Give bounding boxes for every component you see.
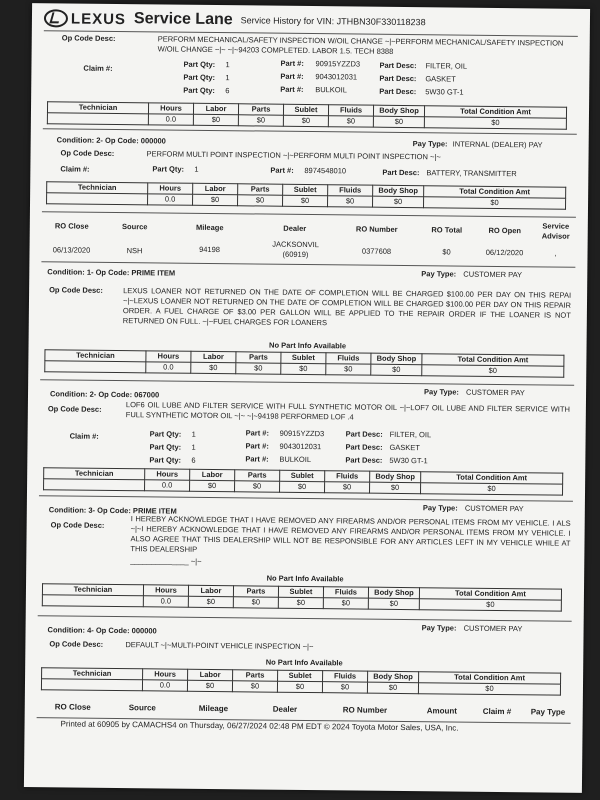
part-qty: 1 [194, 164, 199, 174]
part-no: 9043012031 [315, 72, 358, 82]
footer-pay-type: Pay Type [530, 707, 566, 717]
col-hours: Hours [148, 103, 193, 114]
part-desc-label: Part Desc: [345, 442, 383, 452]
cell: $0 [370, 482, 421, 494]
col-hours: Hours [143, 669, 188, 680]
pay-type: CUSTOMER PAY [464, 503, 524, 514]
cell [44, 479, 145, 491]
col-labor: Labor [188, 669, 233, 680]
col-fluids: Fluids [323, 587, 368, 598]
source-value: NSH [126, 246, 143, 256]
col-labor: Labor [193, 103, 238, 114]
condition-label: Condition: 3- Op Code: PRIME ITEM [48, 505, 177, 516]
col-technician: Technician [45, 350, 146, 362]
charges-table [44, 349, 564, 377]
part-desc-label: Part Desc: [379, 86, 417, 97]
part-no-label: Part #: [280, 58, 304, 68]
col-body-shop: Body Shop [368, 587, 419, 599]
cell: $0 [371, 364, 422, 376]
cell: $0 [367, 682, 418, 694]
part-desc: 5W30 GT-1 [389, 455, 428, 466]
footer-mileage: Mileage [198, 703, 229, 714]
ro-value-row [42, 239, 576, 260]
part-desc-label: Part Desc: [379, 73, 417, 84]
source-header: Source [122, 222, 148, 232]
col-total: Total Condition Amt [424, 106, 566, 118]
part-no: 90915YZZD3 [315, 59, 361, 69]
col-parts: Parts [233, 670, 278, 681]
col-labor: Labor [191, 351, 236, 362]
col-fluids: Fluids [323, 671, 368, 682]
part-qty-label: Part Qty: [149, 442, 182, 452]
part-qty: 1 [225, 73, 230, 83]
cell: $0 [424, 117, 566, 129]
cell: 0.0 [142, 680, 187, 691]
cell: 0.0 [146, 362, 191, 373]
part-desc: FILTER, OIL [425, 61, 468, 71]
op-code-desc: DEFAULT ~|~MULTI-POINT VEHICLE INSPECTION ~|~ [125, 640, 314, 652]
pay-type-label: Pay Type: [421, 269, 457, 279]
condition-3 [38, 499, 573, 617]
cell: $0 [238, 115, 283, 126]
cell: $0 [277, 681, 322, 692]
part-desc-label: Part Desc: [382, 167, 420, 178]
ro-close-header: RO Close [54, 221, 89, 231]
cell: $0 [422, 365, 564, 377]
cell: $0 [323, 598, 368, 609]
col-parts: Parts [238, 104, 283, 115]
charges-table [47, 101, 567, 129]
service-advisor-header: Service Advisor [541, 221, 570, 241]
pay-type-label: Pay Type: [422, 503, 458, 513]
cell: $0 [187, 680, 232, 691]
col-labor: Labor [190, 469, 235, 480]
printed-by-line: Printed at 60905 by CAMACHS4 on Thursday, 06/27/2024 02:48 PM EDT © 2024 Toyota Motor Sales, USA, Inc. [60, 719, 459, 733]
part-no: BULKOIL [315, 85, 347, 95]
col-hours: Hours [143, 585, 188, 596]
cell: 0.0 [143, 596, 188, 607]
col-technician: Technician [42, 668, 143, 680]
ro-total-header: RO Total [431, 225, 463, 235]
part-qty-label: Part Qty: [183, 59, 216, 70]
block2 [43, 133, 577, 207]
charges-table [46, 181, 566, 209]
part-no: 8974548010 [304, 165, 347, 176]
ro-summary [41, 215, 575, 265]
op-code-desc-label: Op Code Desc: [50, 520, 105, 530]
cell [41, 679, 142, 691]
op-code-desc: LOF6 OIL LUBE AND FILTER SERVICE WITH FULL SYNTHETIC MOTOR OIL ~|~LOF7 OIL LUBE AND FILTER SERVICE WITH FULL SYNTHETIC MOTOR OIL ~|~ ~|~94198 PERFORMED LOF .4 [125, 400, 570, 422]
claim-label: Claim #: [69, 431, 99, 441]
cell: $0 [373, 196, 424, 208]
col-technician: Technician [47, 182, 148, 194]
part-desc: 5W30 GT-1 [425, 87, 464, 97]
condition-label: Condition: 2- Op Code: 000000 [56, 135, 166, 146]
service-lane-title: Service Lane [133, 10, 233, 29]
cell: 0.0 [148, 194, 193, 205]
cell: $0 [188, 596, 233, 607]
part-qty: 6 [191, 455, 196, 465]
part-qty: 1 [191, 429, 196, 439]
vin-label: Service History for VIN: JTHBN30F330118238 [240, 15, 426, 28]
col-sublet: Sublet [278, 586, 323, 597]
part-qty: 6 [225, 86, 230, 96]
col-parts: Parts [236, 352, 281, 363]
col-parts: Parts [238, 184, 283, 195]
cell: $0 [278, 597, 323, 608]
part-no-label: Part #: [245, 441, 269, 451]
footer-source: Source [128, 703, 156, 713]
part-no-label: Part #: [280, 84, 304, 94]
pay-type: INTERNAL (DEALER) PAY [452, 139, 543, 150]
cell: $0 [233, 597, 278, 608]
col-body-shop: Body Shop [368, 671, 419, 683]
cell: $0 [423, 197, 565, 209]
col-total: Total Condition Amt [421, 472, 563, 484]
col-sublet: Sublet [283, 104, 328, 115]
pay-type: CUSTOMER PAY [463, 269, 523, 280]
part-no-label: Part #: [245, 454, 269, 464]
col-hours: Hours [148, 183, 193, 194]
service-history-document [24, 3, 590, 793]
cell: $0 [280, 481, 325, 492]
footer-dealer: Dealer [272, 704, 298, 714]
cell: $0 [421, 483, 563, 495]
cell: $0 [325, 482, 370, 493]
no-part-info: No Part Info Available [269, 340, 347, 351]
cell: $0 [328, 116, 373, 127]
part-desc: GASKET [425, 74, 456, 84]
cell: $0 [232, 681, 277, 692]
cell: $0 [418, 683, 560, 695]
cell: $0 [193, 194, 238, 205]
col-body-shop: Body Shop [370, 471, 421, 483]
col-fluids: Fluids [328, 105, 373, 116]
signature-line: ______________ ~|~ [130, 556, 202, 566]
part-qty-label: Part Qty: [149, 455, 182, 465]
op-code-desc-label: Op Code Desc: [49, 285, 103, 295]
col-total: Total Condition Amt [419, 588, 561, 600]
pay-type: CUSTOMER PAY [463, 623, 523, 634]
col-hours: Hours [146, 351, 191, 362]
cell: $0 [190, 480, 235, 491]
pay-type: CUSTOMER PAY [466, 387, 525, 398]
condition-2 [39, 383, 574, 497]
ro-total-value: $0 [442, 247, 451, 257]
divider [43, 128, 577, 135]
condition-1 [40, 265, 575, 383]
col-total: Total Condition Amt [422, 354, 564, 366]
mileage-header: Mileage [195, 222, 224, 233]
part-desc: BATTERY, TRANSMITTER [426, 168, 517, 179]
pay-type-label: Pay Type: [424, 387, 459, 397]
col-technician: Technician [42, 584, 143, 596]
cell [47, 193, 148, 205]
op-code-desc: PERFORM MECHANICAL/SAFETY INSPECTION W/OIL CHANGE ~|~PERFORM MECHANICAL/SAFETY INSPECTION W/OIL CHANGE ~|~ ~|~94203 COMPLETED. LABOR 1.5. TECH 8388 [157, 34, 564, 56]
pay-type-label: Pay Type: [412, 139, 448, 149]
condition-label: Condition: 2- Op Code: 067000 [49, 389, 160, 400]
claim-label: Claim #: [83, 63, 113, 73]
lexus-emblem-icon [44, 9, 68, 27]
op-code-desc-label: Op Code Desc: [60, 148, 115, 158]
part-no: 90915YZZD3 [279, 428, 325, 439]
cell [47, 113, 148, 125]
service-advisor-value: , [554, 248, 557, 258]
charges-table [43, 467, 563, 495]
part-no: 9043012031 [279, 441, 322, 452]
col-technician: Technician [44, 468, 145, 480]
cell: $0 [322, 682, 367, 693]
part-desc: GASKET [389, 442, 420, 453]
part-qty: 1 [191, 442, 196, 452]
part-desc: FILTER, OIL [389, 429, 432, 440]
col-body-shop: Body Shop [371, 353, 422, 365]
charges-table [41, 667, 561, 695]
col-sublet: Sublet [278, 670, 323, 681]
footer-claim: Claim # [482, 706, 512, 717]
condition-label: Condition: 4- Op Code: 000000 [47, 625, 157, 636]
cell: $0 [328, 196, 373, 207]
op-code-desc-label: Op Code Desc: [49, 639, 104, 649]
ro-open-header: RO Open [488, 225, 522, 236]
col-body-shop: Body Shop [373, 185, 424, 197]
charges-table [42, 583, 562, 611]
part-qty-label: Part Qty: [149, 429, 182, 439]
col-sublet: Sublet [281, 352, 326, 363]
cell: $0 [236, 363, 281, 374]
col-body-shop: Body Shop [373, 105, 424, 117]
part-no-label: Part #: [270, 165, 294, 175]
cell: $0 [238, 195, 283, 206]
footer-ro-number: RO Number [342, 705, 388, 715]
dealer-header: Dealer [283, 223, 307, 233]
cell: $0 [373, 116, 424, 128]
ro-open-value: 06/12/2020 [485, 247, 524, 258]
condition-label: Condition: 1- Op Code: PRIME ITEM [47, 267, 176, 278]
op-code-desc: LEXUS LOANER NOT RETURNED ON THE DATE OF COMPLETION WILL BE CHARGED $100.00 PER DAY ON THIS REPAI ~|~LEXUS LOANER NOT RETURNED ON THE DATE OF COMPLETION WILL BE CHARGED $100.00 PER DAY ON THIS REPAIR ORDER. A FUEL CHARGE OF $3.00 PER GALLON WILL BE APPLIED TO THE REPAIR ORDER IF THE LOANER IS NOT RETURNED ON FULL. ~|~FUEL CHARGES FOR LOANERS [122, 286, 572, 328]
no-part-info: No Part Info Available [266, 573, 344, 584]
cell [45, 361, 146, 373]
part-no-label: Part #: [245, 428, 270, 438]
cell: $0 [193, 114, 238, 125]
cell: $0 [235, 481, 280, 492]
cell: 0.0 [145, 480, 190, 491]
ro-close-value: 06/13/2020 [52, 245, 91, 255]
part-qty-label: Part Qty: [183, 85, 215, 96]
col-labor: Labor [193, 183, 238, 194]
op-code-desc: I HEREBY ACKNOWLEDGE THAT I HAVE REMOVED ANY FIREARMS AND/OR PERSONAL ITEMS FROM MY VEHICLE. I ALS ~|~I HEREBY ACKNOWLEDGE THAT I HAVE REMOVED ANY FIREARMS AND/OR PERSONAL ITEMS FROM MY VEHICLE. I ALSO AGREE THAT THIS DEALERSHIP WILL NOT BE RESPONSIBLE FOR ANY ARTICLES LEFT IN MY VEHICLE WHILE AT THIS DEALERSHIP [130, 514, 571, 554]
cell: 0.0 [148, 114, 193, 125]
part-desc-label: Part Desc: [379, 60, 417, 71]
no-part-info: No Part Info Available [265, 657, 343, 668]
ro-number-value: 0377608 [361, 246, 392, 256]
op-code-desc-label: Op Code Desc: [61, 33, 116, 43]
cell: $0 [326, 364, 371, 375]
part-desc-label: Part Desc: [345, 429, 383, 439]
col-total: Total Condition Amt [419, 672, 561, 684]
lexus-logo [44, 9, 126, 28]
cell: $0 [419, 599, 561, 611]
cell: $0 [191, 362, 236, 373]
cell [42, 595, 143, 607]
op-code-desc: PERFORM MULTI POINT INSPECTION ~|~PERFORM MULTI POINT INSPECTION ~|~ [146, 149, 441, 162]
condition-4 [37, 617, 572, 707]
part-qty-label: Part Qty: [183, 72, 216, 83]
col-hours: Hours [145, 469, 190, 480]
footer-amount: Amount [426, 706, 457, 716]
ro-header-row [42, 221, 576, 241]
footer-header-row [37, 702, 571, 717]
cell: $0 [283, 115, 328, 126]
cell: $0 [283, 195, 328, 206]
col-parts: Parts [233, 586, 278, 597]
footer-ro-close: RO Close [54, 702, 91, 712]
dealer-value: JACKSONVIL (60919) [272, 239, 319, 260]
col-fluids: Fluids [326, 353, 371, 364]
part-no-label: Part #: [280, 71, 304, 81]
col-fluids: Fluids [325, 471, 370, 482]
pay-type-label: Pay Type: [421, 623, 457, 633]
mileage-value: 94198 [199, 244, 221, 255]
cell: $0 [368, 598, 419, 610]
op-code-desc-label: Op Code Desc: [47, 404, 102, 414]
col-labor: Labor [188, 585, 233, 596]
part-qty-label: Part Qty: [152, 164, 185, 174]
cell: $0 [281, 363, 326, 374]
col-total: Total Condition Amt [424, 186, 566, 198]
brand-name: LEXUS [70, 10, 127, 28]
col-technician: Technician [47, 102, 148, 114]
part-desc-label: Part Desc: [345, 455, 383, 465]
col-fluids: Fluids [328, 185, 373, 196]
col-sublet: Sublet [280, 470, 325, 481]
ro-number-header: RO Number [355, 224, 398, 234]
col-parts: Parts [235, 470, 280, 481]
part-no: BULKOIL [279, 454, 312, 465]
col-sublet: Sublet [283, 184, 328, 195]
claim-label: Claim #: [60, 164, 90, 174]
part-qty: 1 [225, 60, 230, 70]
